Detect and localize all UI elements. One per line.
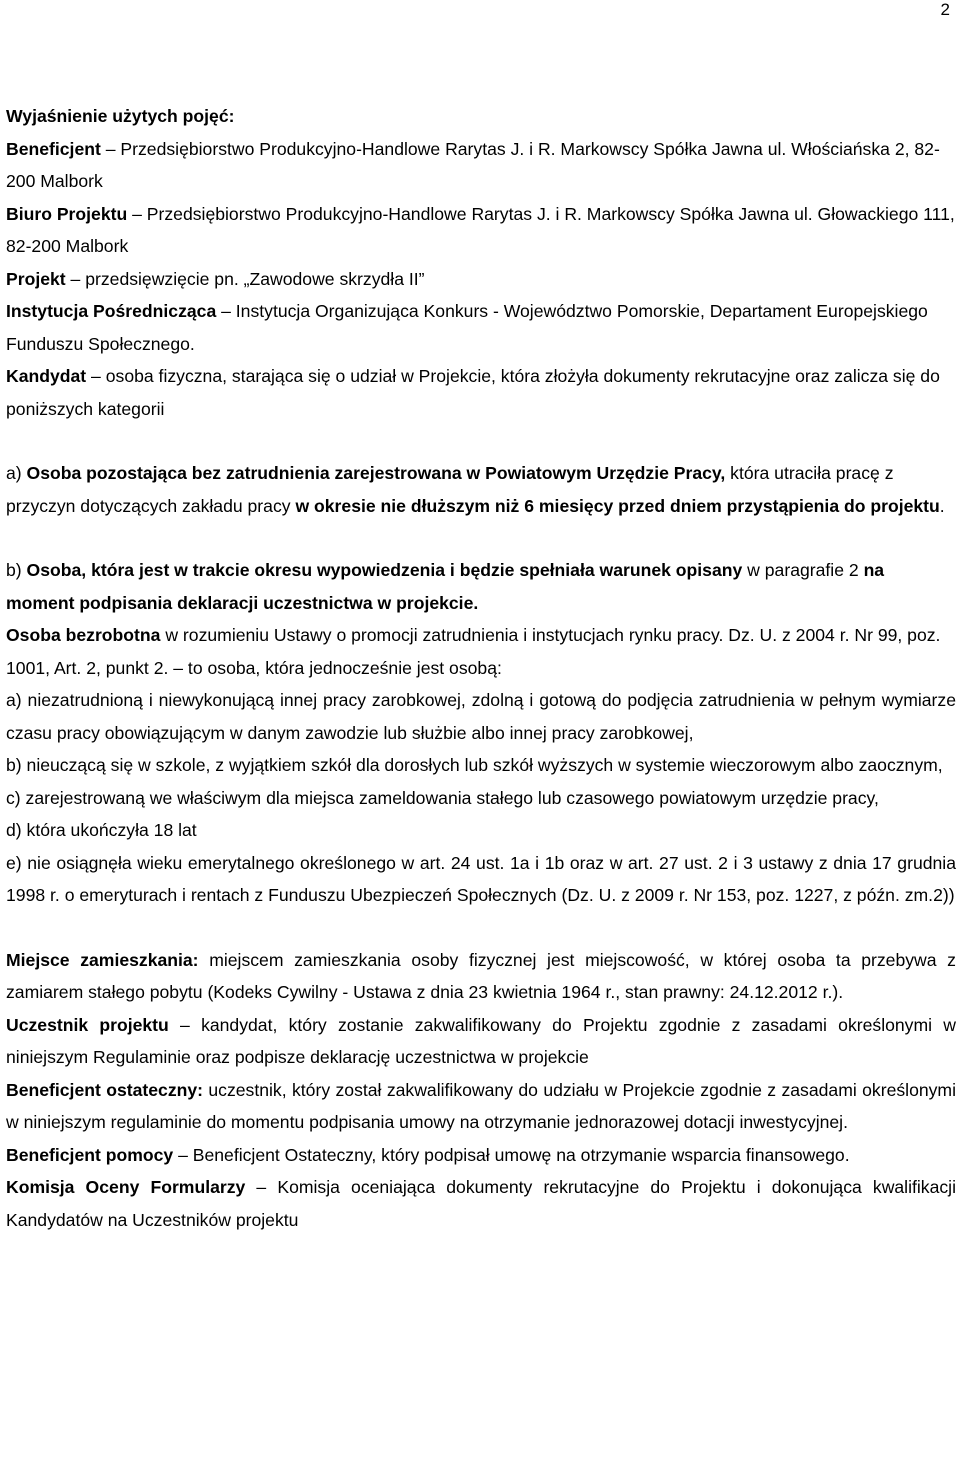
definition-kandydat [6,360,956,425]
document-body [6,100,956,1236]
list-item: e) nie osiągnęła wieku emerytalnego określonego w art. 24 ust. 1a i 1b oraz w art. 27 ust. 2 i 3 ustawy z dnia 17 grudnia 1998 r. o emeryturach i rentach z Funduszu Ubezpieczeń Społecznych (Dz. U. z 2009 r. Nr 153, poz. 1227, z późn. zm.2)) [6,852,956,905]
text: w paragrafie 2 [742,560,864,580]
definition-text: uczestnik, który został zakwalifikowany do udziału w Projekcie zgodnie z zasadami określonymi w niniejszym regulaminie do momentu podpisania umowy na otrzymanie jednorazowej dotacji inwestycyjnej. [6,1079,956,1132]
definition-beneficjent-ostateczny [6,1074,956,1139]
candidate-category-a [6,457,956,522]
term: Biuro Projektu [6,203,128,224]
emphasis: w okresie nie dłuższym niż 6 miesięcy przed dniem przystąpienia do projektu [295,495,940,516]
list-item: c) zarejestrowaną we właściwym dla miejsca zameldowania stałego lub czasowego powiatowym urzędzie pracy, [6,787,879,808]
definition-projekt [6,263,956,296]
definition-beneficjent [6,133,956,198]
definition-osoba-bezrobotna [6,619,956,684]
emphasis: Osoba, która jest w trakcie okresu wypowiedzenia i będzie spełniała warunek opisany [26,560,743,580]
term: Komisja Oceny Formularzy [6,1177,246,1197]
definition-text: w rozumieniu Ustawy o promocji zatrudnienia i instytucjach rynku pracy. Dz. U. z 2004 r. Nr 99, poz. 1001, Art. 2, punkt 2. – to osoba, która jednocześnie jest osobą: [6,625,941,678]
list-item: d) która ukończyła 18 lat [6,820,197,840]
emphasis: na moment podpisania deklaracji uczestnictwa w projekcie. [6,560,885,613]
list-marker: a) [6,463,27,483]
list-item: a) niezatrudnioną i niewykonującą innej pracy zarobkowej, zdolną i gotową do podjęcia zatrudnienia w pełnym wymiarze czasu pracy obowiązującym w danym zawodzie lub służbie albo innej pracy zarobkowej, [6,690,956,743]
term: Osoba bezrobotna [6,625,161,645]
definition-uczestnik-projektu [6,1009,956,1074]
list-marker: b) [6,560,27,580]
definition-text: – Beneficjent Ostateczny, który podpisał umowę na otrzymanie wsparcia finansowego. [173,1144,850,1165]
text: która utraciła pracę z przyczyn dotyczących zakładu pracy [6,463,894,516]
spacer [6,522,956,554]
text: . [939,495,945,516]
term: Beneficjent [6,138,101,159]
term: Kandydat [6,366,87,386]
term: Projekt [6,268,66,289]
definition-text: – osoba fizyczna, starająca się o udział w Projekcie, która złożyła dokumenty rekrutacyjne oraz zalicza się do poniższych kategorii [6,366,940,419]
term: Beneficjent pomocy [6,1144,174,1165]
definition-komisja-oceny-formularzy [6,1171,956,1236]
spacer [6,425,956,457]
definition-text: – Instytucja Organizująca Konkurs - Województwo Pomorskie, Departament Europejskiego Funduszu Społecznego. [6,301,928,354]
definition-biuro-projektu [6,198,956,263]
definition-text: – Komisja oceniająca dokumenty rekrutacyjne do Projektu i dokonująca kwalifikacji Kandydatów na Uczestników projektu [6,1177,956,1230]
list-item: b) nieuczącą się w szkole, z wyjątkiem szkół dla dorosłych lub szkół wyższych w systemie wieczorowym albo zaocznym, [6,755,943,775]
definition-text: – Przedsiębiorstwo Produkcyjno-Handlowe Rarytas J. i R. Markowscy Spółka Jawna ul. Głowackiego 111, 82-200 Malbork [6,203,955,256]
definition-text: – Przedsiębiorstwo Produkcyjno-Handlowe Rarytas J. i R. Markowscy Spółka Jawna ul. Włościańska 2, 82-200 Malbork [6,138,940,191]
definition-text: miejscem zamieszkania osoby fizycznej jest miejscowość, w której osoba ta przebywa z zamiarem stałego pobytu (Kodeks Cywilny - Ustawa z dnia 23 kwietnia 1964 r., stan prawny: 24.12.2012 r.). [6,949,956,1002]
definition-instytucja-posredniczaca [6,295,956,360]
page-number: 2 [940,0,950,19]
term: Uczestnik projektu [6,1014,169,1035]
definition-beneficjent-pomocy [6,1139,956,1172]
term: Miejsce zamieszkania: [6,949,199,970]
section-heading: Wyjaśnienie użytych pojęć: [6,106,235,126]
term: Instytucja Pośrednicząca [6,301,217,321]
definition-text: – przedsięwzięcie pn. „Zawodowe skrzydła II” [65,268,425,289]
emphasis: Osoba pozostająca bez zatrudnienia zarejestrowana w Powiatowym Urzędzie Pracy, [26,463,726,483]
definition-text: – kandydat, który zostanie zakwalifikowany do Projektu zgodnie z zasadami określonymi w niniejszym Regulaminie oraz podpisze deklarację uczestnictwa w projekcie [6,1014,956,1067]
definition-miejsce-zamieszkania [6,944,956,1009]
spacer [6,912,956,944]
candidate-category-b [6,554,956,619]
term: Beneficjent ostateczny: [6,1079,204,1100]
